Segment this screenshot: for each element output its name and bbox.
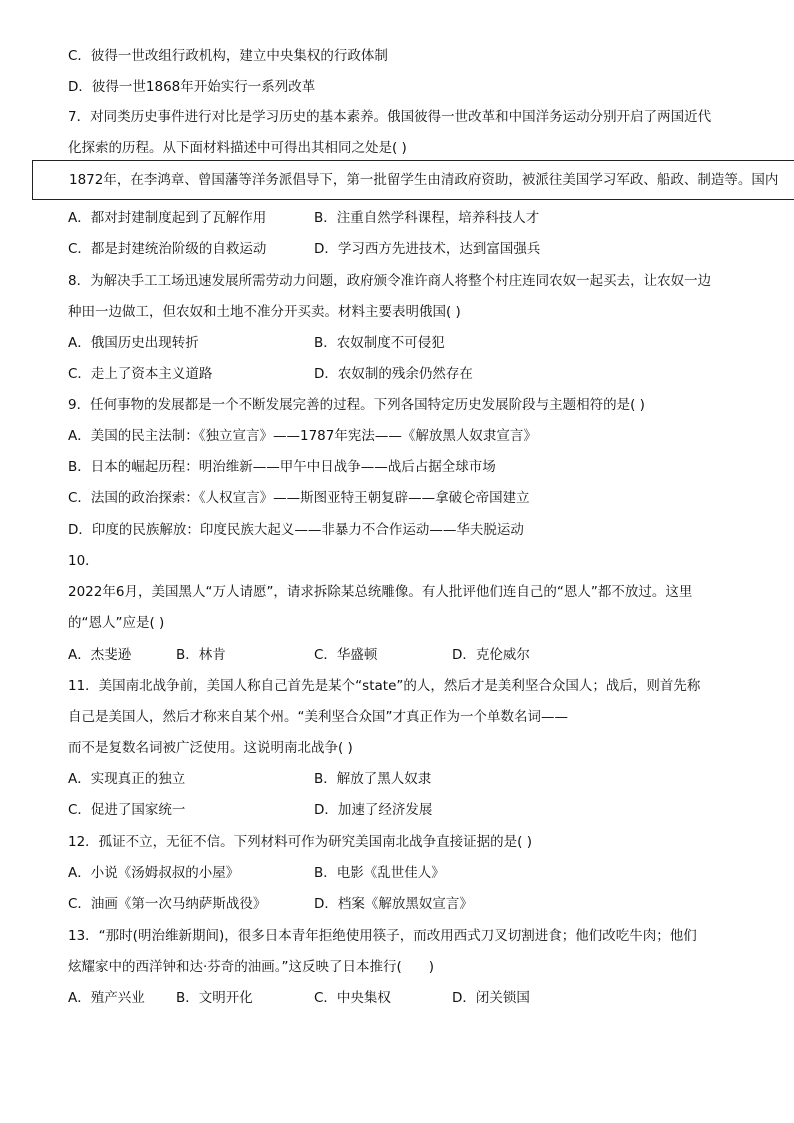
q10-option-d: D．克伦威尔	[452, 647, 530, 663]
q10-stem-line1: 2022年6月，美国黑人“万人请愿”，请求拆除某总统雕像。有人批评他们连自己的“恩人”都不放过。这里	[68, 584, 693, 600]
q11-option-c: C．促进了国家统一	[68, 802, 186, 818]
q11-stem-line3: 而不是复数名词被广泛使用。这说明南北战争( )	[68, 740, 353, 756]
q7-stem-line1: 7．对同类历史事件进行对比是学习历史的基本素养。俄国彼得一世改革和中国洋务运动分别开启了两国近代	[68, 109, 712, 125]
q7-option-a: A．都对封建制度起到了瓦解作用	[68, 210, 267, 226]
q13-stem-line1: 13．“那时(明治维新期间)，很多日本青年拒绝使用筷子，而改用西式刀叉切割进食；他们改吃牛肉；他们	[68, 928, 697, 944]
q6-option-d: D．彼得一世1868年开始实行一系列改革	[68, 79, 316, 95]
q9-option-d: D．印度的民族解放：印度民族大起义——非暴力不合作运动——华夫脱运动	[68, 522, 524, 538]
q10-option-c: C．华盛顿	[314, 647, 378, 663]
q9-option-c: C．法国的政治探索：《人权宣言》——斯图亚特王朝复辟——拿破仑帝国建立	[68, 490, 530, 506]
q13-option-a: A．殖产兴业	[68, 990, 145, 1006]
q13-option-c: C．中央集权	[314, 990, 391, 1006]
q11-option-d: D．加速了经济发展	[314, 802, 433, 818]
q7-stem-line2: 化探索的历程。从下面材料描述中可得出其相同之处是( )	[68, 140, 407, 156]
q11-option-b: B．解放了黑人奴隶	[314, 771, 432, 787]
q8-option-d: D．农奴制的残余仍然存在	[314, 366, 473, 382]
q7-material-box	[32, 160, 794, 200]
q9-stem: 9．任何事物的发展都是一个不断发展完善的过程。下列各国特定历史发展阶段与主题相符的是( )	[68, 397, 645, 413]
q10-stem-line2: 的“恩人”应是( )	[68, 615, 165, 631]
q7-material-text: 1872年，在李鸿章、曾国藩等洋务派倡导下，第一批留学生由清政府资助，被派往美国学习军政、船政、制造等。国内	[69, 172, 779, 188]
q6-option-c: C．彼得一世改组行政机构，建立中央集权的行政体制	[68, 48, 388, 64]
q11-stem-line2: 自己是美国人，然后才称来自某个州。“美利坚合众国”才真正作为一个单数名词——	[68, 709, 568, 725]
q11-option-a: A．实现真正的独立	[68, 771, 186, 787]
q8-option-c: C．走上了资本主义道路	[68, 366, 213, 382]
q13-stem-line2: 炫耀家中的西洋钟和达·芬奇的油画。”这反映了日本推行( )	[68, 959, 435, 975]
q12-option-b: B．电影《乱世佳人》	[314, 865, 445, 881]
q8-stem-line1: 8．为解决手工工场迅速发展所需劳动力问题，政府颁令准许商人将整个村庄连同农奴一起买去，让农奴一边	[68, 273, 712, 289]
q12-stem: 12．孤证不立，无征不信。下列材料可作为研究美国南北战争直接证据的是( )	[68, 834, 533, 850]
q13-option-b: B．文明开化	[176, 990, 253, 1006]
q12-option-a: A．小说《汤姆叔叔的小屋》	[68, 865, 240, 881]
q8-option-a: A．俄国历史出现转折	[68, 335, 199, 351]
q12-option-d: D．档案《解放黑奴宣言》	[314, 896, 473, 912]
q9-option-a: A．美国的民主法制：《独立宣言》——1787年宪法——《解放黑人奴隶宣言》	[68, 428, 537, 444]
q8-stem-line2: 种田一边做工，但农奴和土地不准分开买卖。材料主要表明俄国( )	[68, 304, 461, 320]
q10-option-b: B．林肯	[176, 647, 226, 663]
q7-option-d: D．学习西方先进技术，达到富国强兵	[314, 241, 541, 257]
q8-option-b: B．农奴制度不可侵犯	[314, 335, 445, 351]
q10-number: 10．	[68, 553, 99, 569]
q12-option-c: C．油画《第一次马纳萨斯战役》	[68, 896, 267, 912]
q11-stem-line1: 11．美国南北战争前，美国人称自己首先是某个“state”的人，然后才是美利坚合众国人；战后，则首先称	[68, 678, 701, 694]
q13-option-d: D．闭关锁国	[452, 990, 530, 1006]
q7-option-c: C．都是封建统治阶级的自救运动	[68, 241, 267, 257]
q7-option-b: B．注重自然学科课程，培养科技人才	[314, 210, 540, 226]
q9-option-b: B．日本的崛起历程：明治维新——甲午中日战争——战后占据全球市场	[68, 459, 496, 475]
q10-option-a: A．杰斐逊	[68, 647, 132, 663]
